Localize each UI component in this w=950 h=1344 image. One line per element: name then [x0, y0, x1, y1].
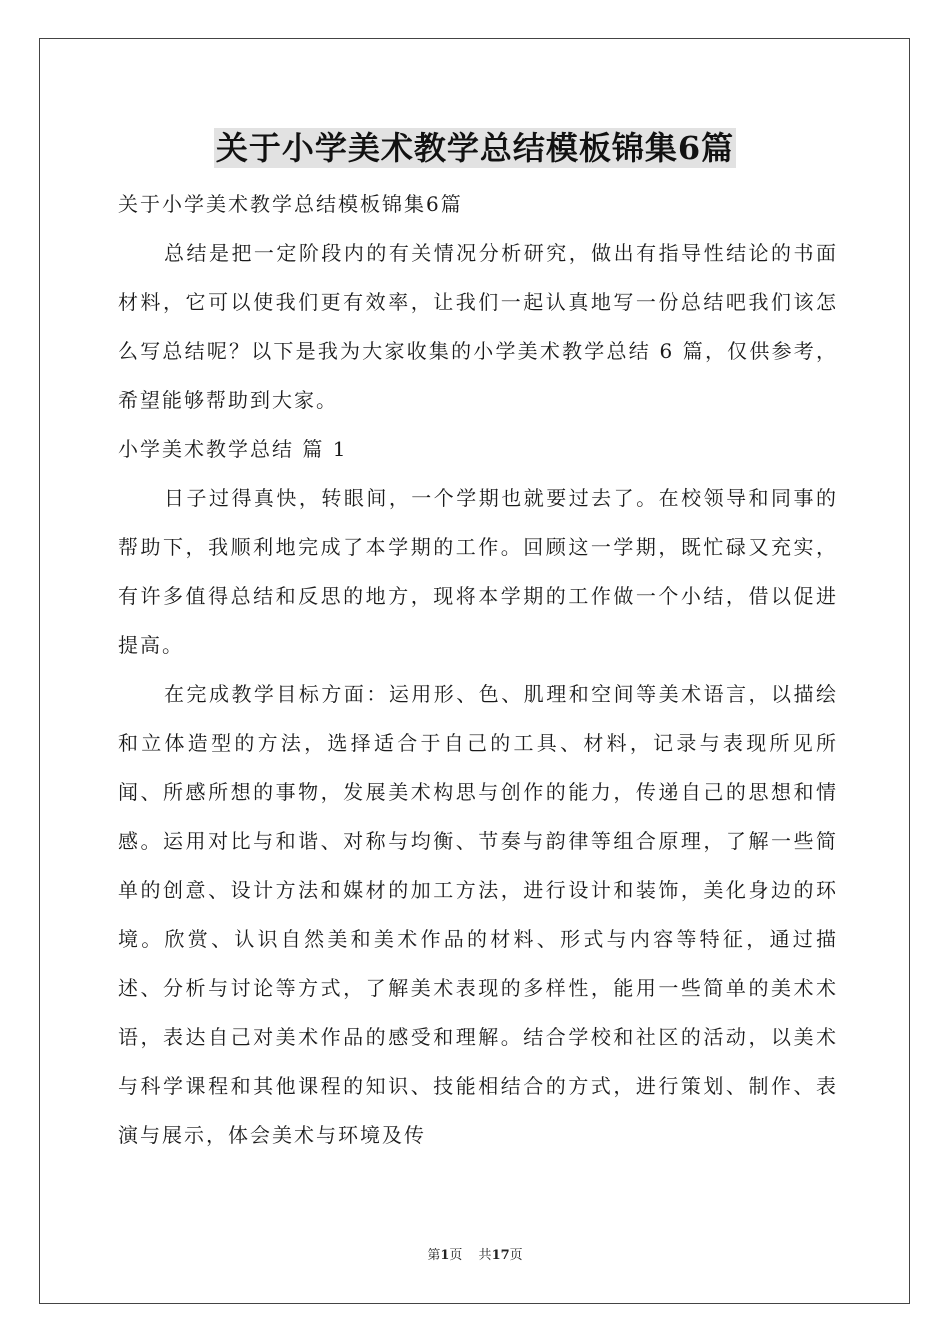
paragraph-2: 在完成教学目标方面：运用形、色、肌理和空间等美术语言，以描绘和立体造型的方法，选择适合于自己的工具、材料，记录与表现所见所闻、所感所想的事物，发展美术构思与创作的能力，传递自己的思想和情感。运用对比与和谐、对称与均衡、节奏与韵律等组合原理，了解一些简单的创意、设计方法和媒材的加工方法，进行设计和装饰，美化身边的环境。欣赏、认识自然美和美术作品的材料、形式与内容等特征，通过描述、分析与讨论等方式，了解美术表现的多样性，能用一些简单的美术术语，表达自己对美术作品的感受和理解。结合学校和社区的活动，以美术与科学课程和其他课程的知识、技能相结合的方式，进行策划、制作、表演与展示，体会美术与环境及传 [118, 682, 838, 1147]
title-container [0, 128, 950, 168]
page-footer [0, 1244, 950, 1263]
section-heading: 小学美术教学总结 篇 1 [118, 437, 348, 461]
page-number: 第1页 [427, 1248, 463, 1263]
intro-paragraph: 总结是把一定阶段内的有关情况分析研究，做出有指导性结论的书面材料，它可以使我们更有效率，让我们一起认真地写一份总结吧我们该怎么写总结呢？以下是我为大家收集的小学美术教学总结 6 篇，仅供参考，希望能够帮助到大家。 [118, 241, 838, 412]
document-subtitle: 关于小学美术教学总结模板锦集6篇 [118, 192, 463, 216]
paragraph-1: 日子过得真快，转眼间，一个学期也就要过去了。在校领导和同事的帮助下，我顺利地完成了本学期的工作。回顾这一学期，既忙碌又充实，有许多值得总结和反思的地方，现将本学期的工作做一个小结，借以促进提高。 [118, 486, 838, 657]
page-total: 共17页 [478, 1248, 523, 1263]
document-body [118, 180, 838, 1160]
document-title: 关于小学美术教学总结模板锦集6篇 [215, 129, 735, 167]
